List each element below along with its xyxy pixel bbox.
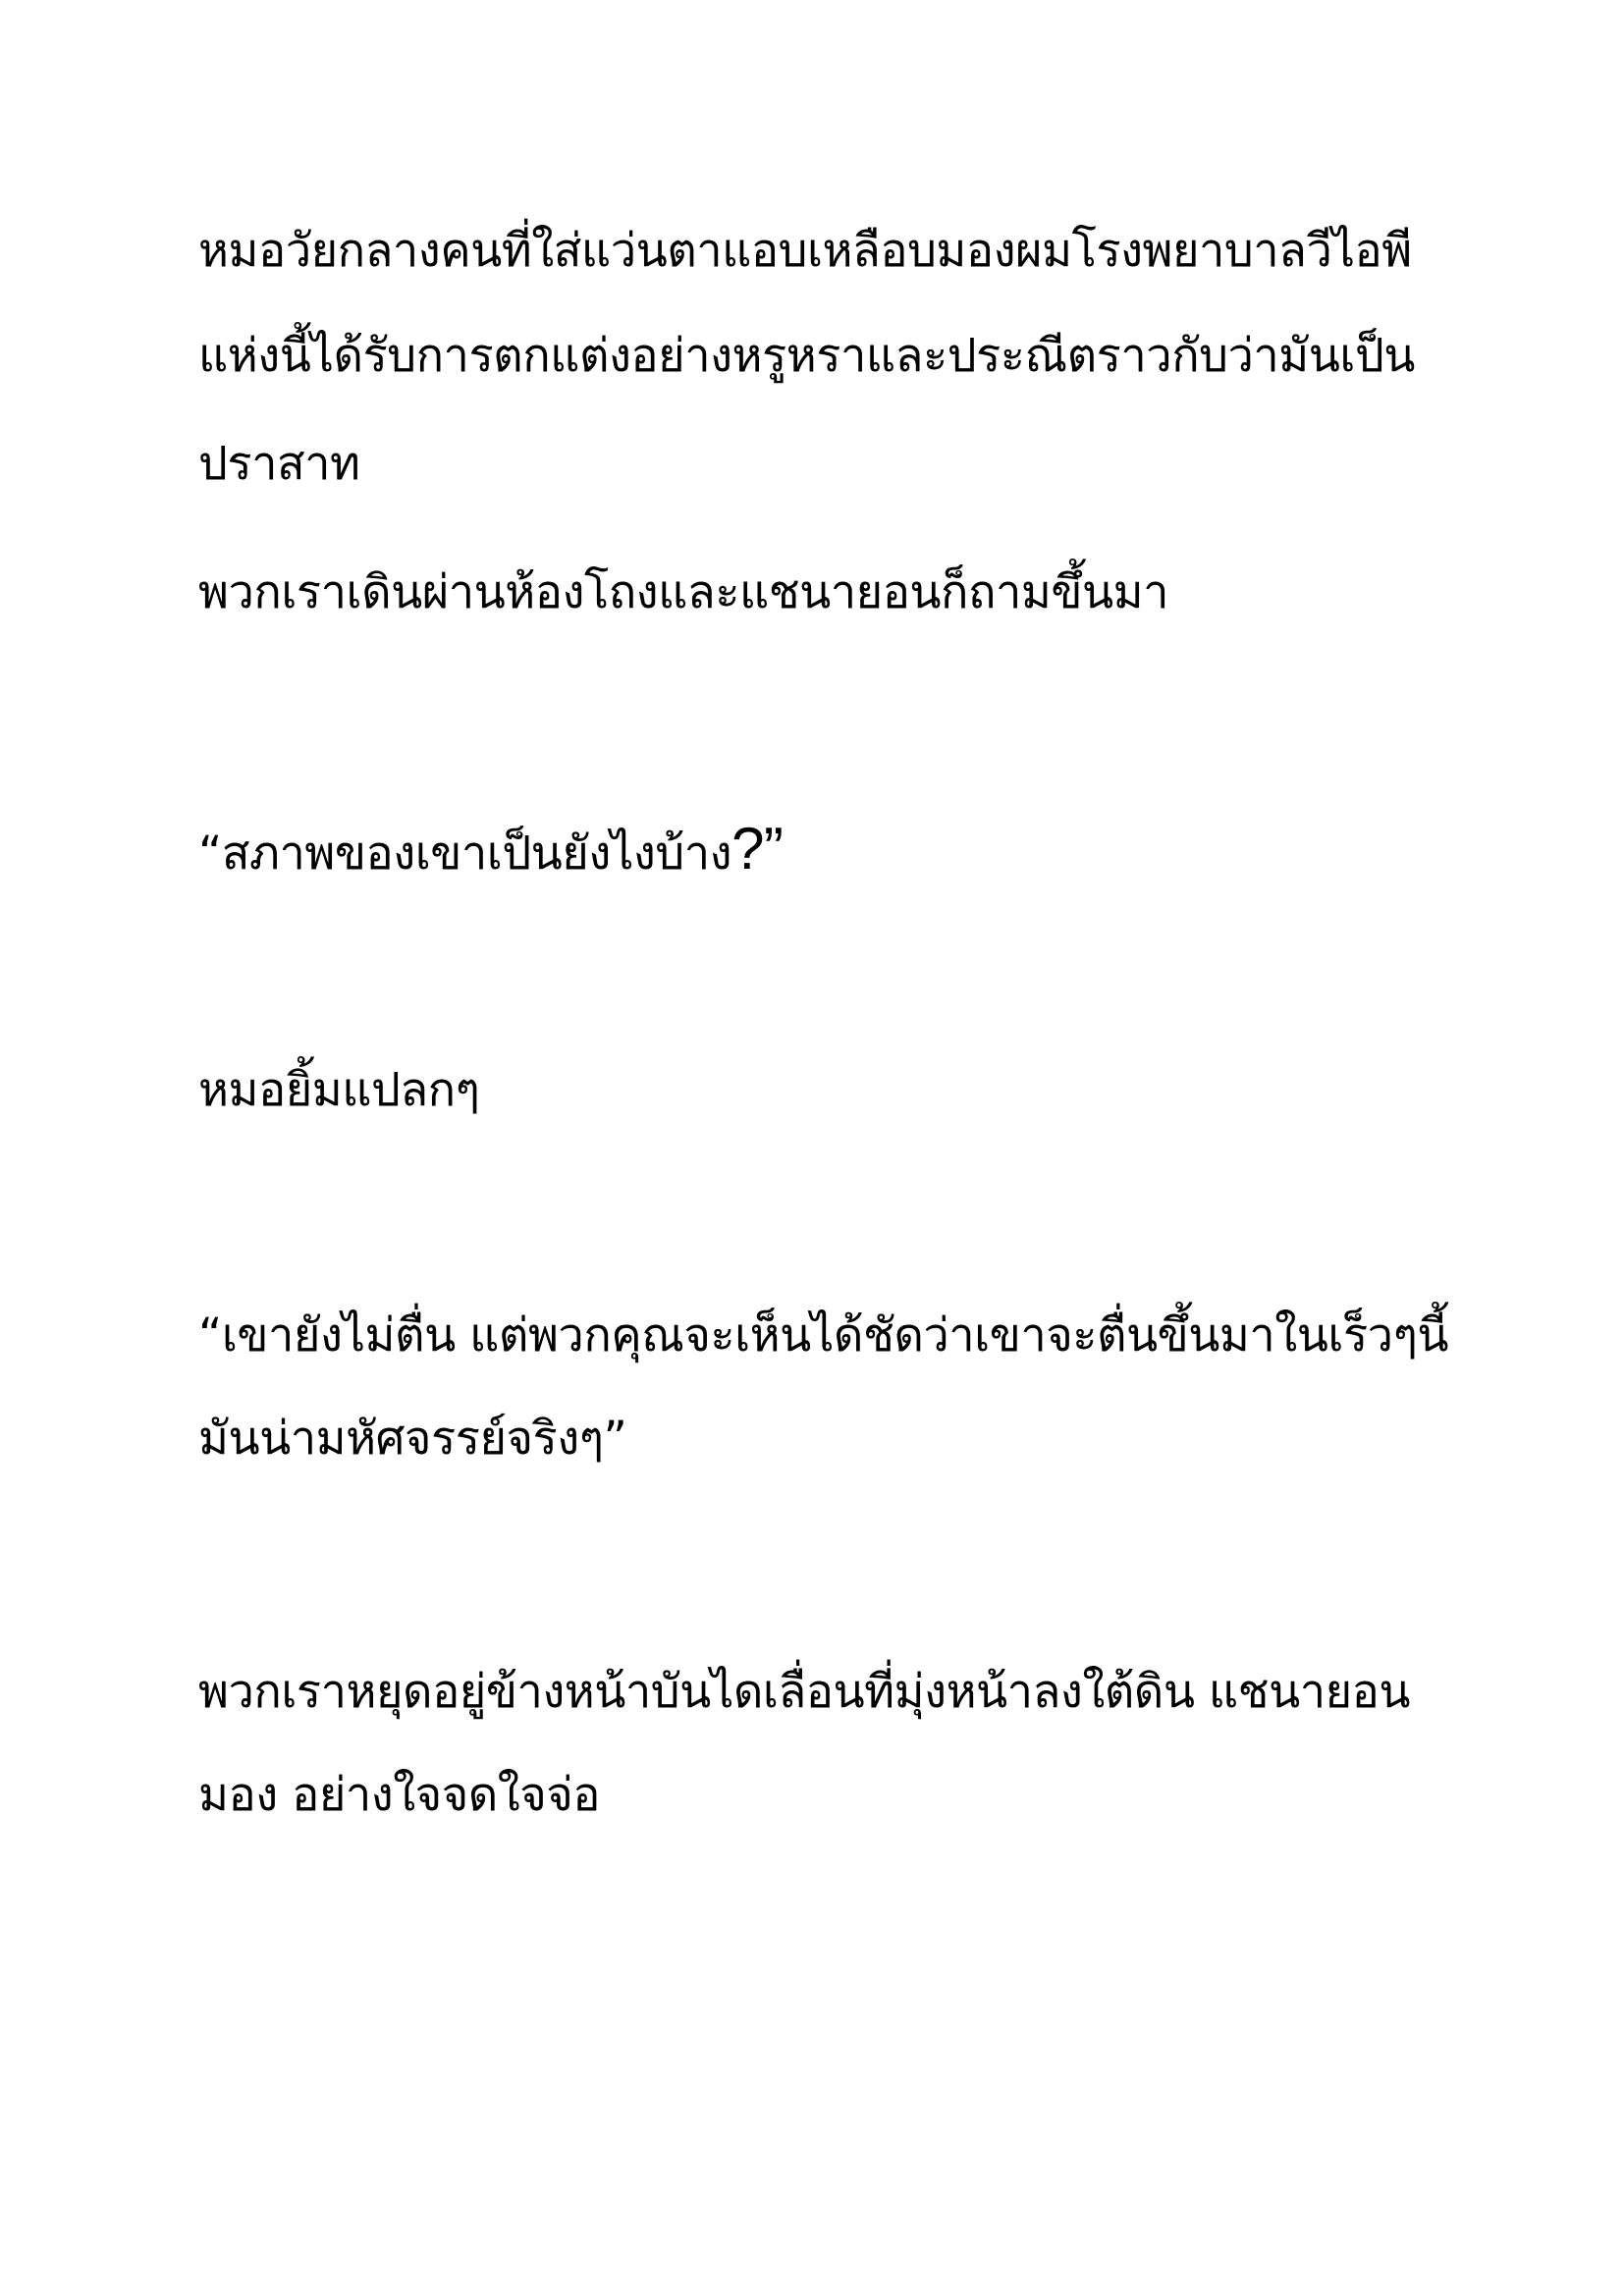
paragraph-5-line-2: มันน่ามหัศจรรย์จริงๆ” — [198, 1412, 627, 1466]
paragraph-1-line-1: หมอวัยกลางคนที่ใส่แว่นตาแอบเหลือบมองผมโรงพยาบาลวีไอพี — [198, 224, 1412, 278]
question-mark: ?” — [731, 816, 784, 881]
paragraph-6-line-2: มอง อย่างใจจดใจจ่อ — [198, 1768, 601, 1822]
paragraph-5-line-1: “เขายังไม่ตื่น แต่พวกคุณจะเห็นได้ชัดว่าเขาจะตื่นขึ้นมาในเร็วๆนี้ — [198, 1308, 1448, 1362]
paragraph-4-line-1: หมอยิ้มแปลกๆ — [198, 1063, 480, 1117]
paragraph-1-line-3: ปราสาท — [198, 437, 360, 491]
paragraph-1-line-2: แห่งนี้ได้รับการตกแต่งอย่างหรูหราและประณีตราวกับว่ามันเป็น — [198, 329, 1415, 383]
paragraph-3-line-1 — [198, 816, 784, 881]
question-text: “สภาพของเขาเป็นยังไงบ้าง — [198, 827, 732, 881]
paragraph-6-line-1: พวกเราหยุดอยู่ข้างหน้าบันไดเลื่อนที่มุ่งหน้าลงใต้ดิน แชนายอน — [198, 1665, 1410, 1719]
paragraph-2-line-1: พวกเราเดินผ่านห้องโถงและแชนายอนก็ถามขึ้นมา — [198, 565, 1168, 619]
